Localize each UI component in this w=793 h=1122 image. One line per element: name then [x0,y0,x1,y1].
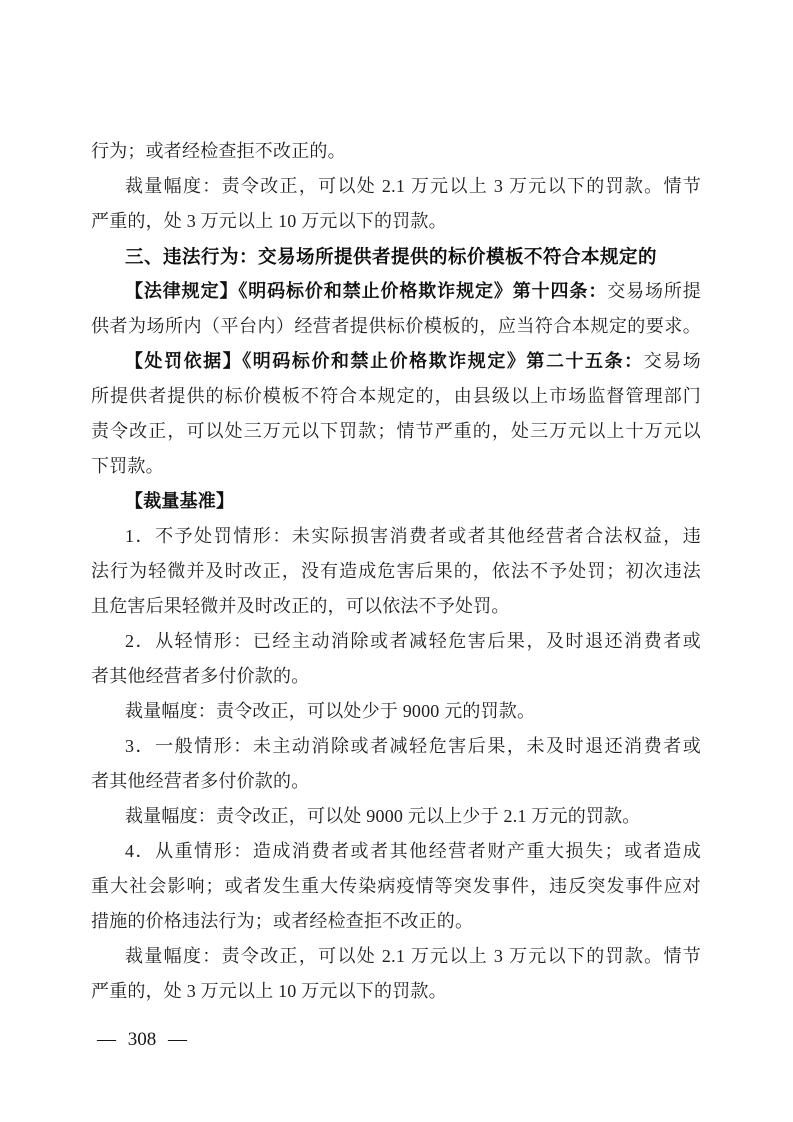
text-segment: 供者为场所内（平台内）经营者提供标价模板的，应当符合本规定的要求。 [91,316,701,336]
text-segment: 三、违法行为：交易场所提供者提供的标价模板不符合本规定的 [125,246,658,267]
text-segment: 重大社会影响；或者发生重大传染病疫情等突发事件，违反突发事件应对 [91,876,701,896]
text-line [91,904,701,939]
text-line [91,414,701,449]
text-line [91,169,701,204]
text-line [91,204,701,239]
text-segment: 法行为轻微并及时改正，没有造成危害后果的，依法不予处罚；初次违法 [91,561,701,581]
text-segment: 责令改正，可以处三万元以下罚款；情节严重的，处三万元以上十万元以 [91,421,701,441]
text-segment: 裁量幅度：责令改正，可以处 2.1 万元以上 3 万元以下的罚款。情节 [125,176,701,196]
text-line [91,484,701,519]
text-line [91,344,701,379]
text-line [91,694,701,729]
page-number: — 308 — [97,1029,187,1050]
text-segment: 严重的，处 3 万元以上 10 万元以下的罚款。 [91,981,447,1001]
text-line [91,974,701,1009]
text-line [91,554,701,589]
text-segment: 者其他经营者多付价款的。 [91,771,310,791]
text-segment: 行为；或者经检查拒不改正的。 [91,141,346,161]
text-segment: 严重的，处 3 万元以上 10 万元以下的罚款。 [91,211,447,231]
text-line [91,589,701,624]
text-segment: 裁量幅度：责令改正，可以处 2.1 万元以上 3 万元以下的罚款。情节 [125,946,701,966]
text-segment: 交易场 [643,351,701,371]
section-heading [91,239,701,274]
text-line [91,274,701,309]
text-line [91,834,701,869]
bold-segment: 【处罚依据】《明码标价和禁止价格欺诈规定》第二十五条： [125,351,644,371]
text-line [91,624,701,659]
text-line [91,939,701,974]
text-line [91,519,701,554]
text-line [91,869,701,904]
text-segment: 3．一般情形：未主动消除或者减轻危害后果，未及时退还消费者或 [125,736,701,756]
text-segment: 下罚款。 [91,456,164,476]
text-segment: 且危害后果轻微并及时改正的，可以依法不予处罚。 [91,596,510,616]
text-segment: 交易场所提 [607,281,702,301]
text-line [91,659,701,694]
bold-segment: 【法律规定】《明码标价和禁止价格欺诈规定》第十四条： [125,281,608,301]
text-block [91,134,701,1009]
text-line [91,379,701,414]
text-segment: 者其他经营者多付价款的。 [91,666,310,686]
text-segment: 1．不予处罚情形：未实际损害消费者或者其他经营者合法权益，违 [125,526,701,546]
text-segment: 所提供者提供的标价模板不符合本规定的，由县级以上市场监督管理部门 [91,386,701,406]
text-line [91,134,701,169]
bold-segment: 【裁量基准】 [125,491,235,511]
text-line [91,764,701,799]
text-line [91,799,701,834]
text-line [91,449,701,484]
text-line [91,729,701,764]
text-segment: 裁量幅度：责令改正，可以处 9000 元以上少于 2.1 万元的罚款。 [125,806,641,826]
text-segment: 2．从轻情形：已经主动消除或者减轻危害后果，及时退还消费者或 [125,631,701,651]
text-segment: 裁量幅度：责令改正，可以处少于 9000 元的罚款。 [125,701,536,721]
text-segment: 4．从重情形：造成消费者或者其他经营者财产重大损失；或者造成 [125,841,701,861]
text-segment: 措施的价格违法行为；或者经检查拒不改正的。 [91,911,474,931]
text-line [91,309,701,344]
